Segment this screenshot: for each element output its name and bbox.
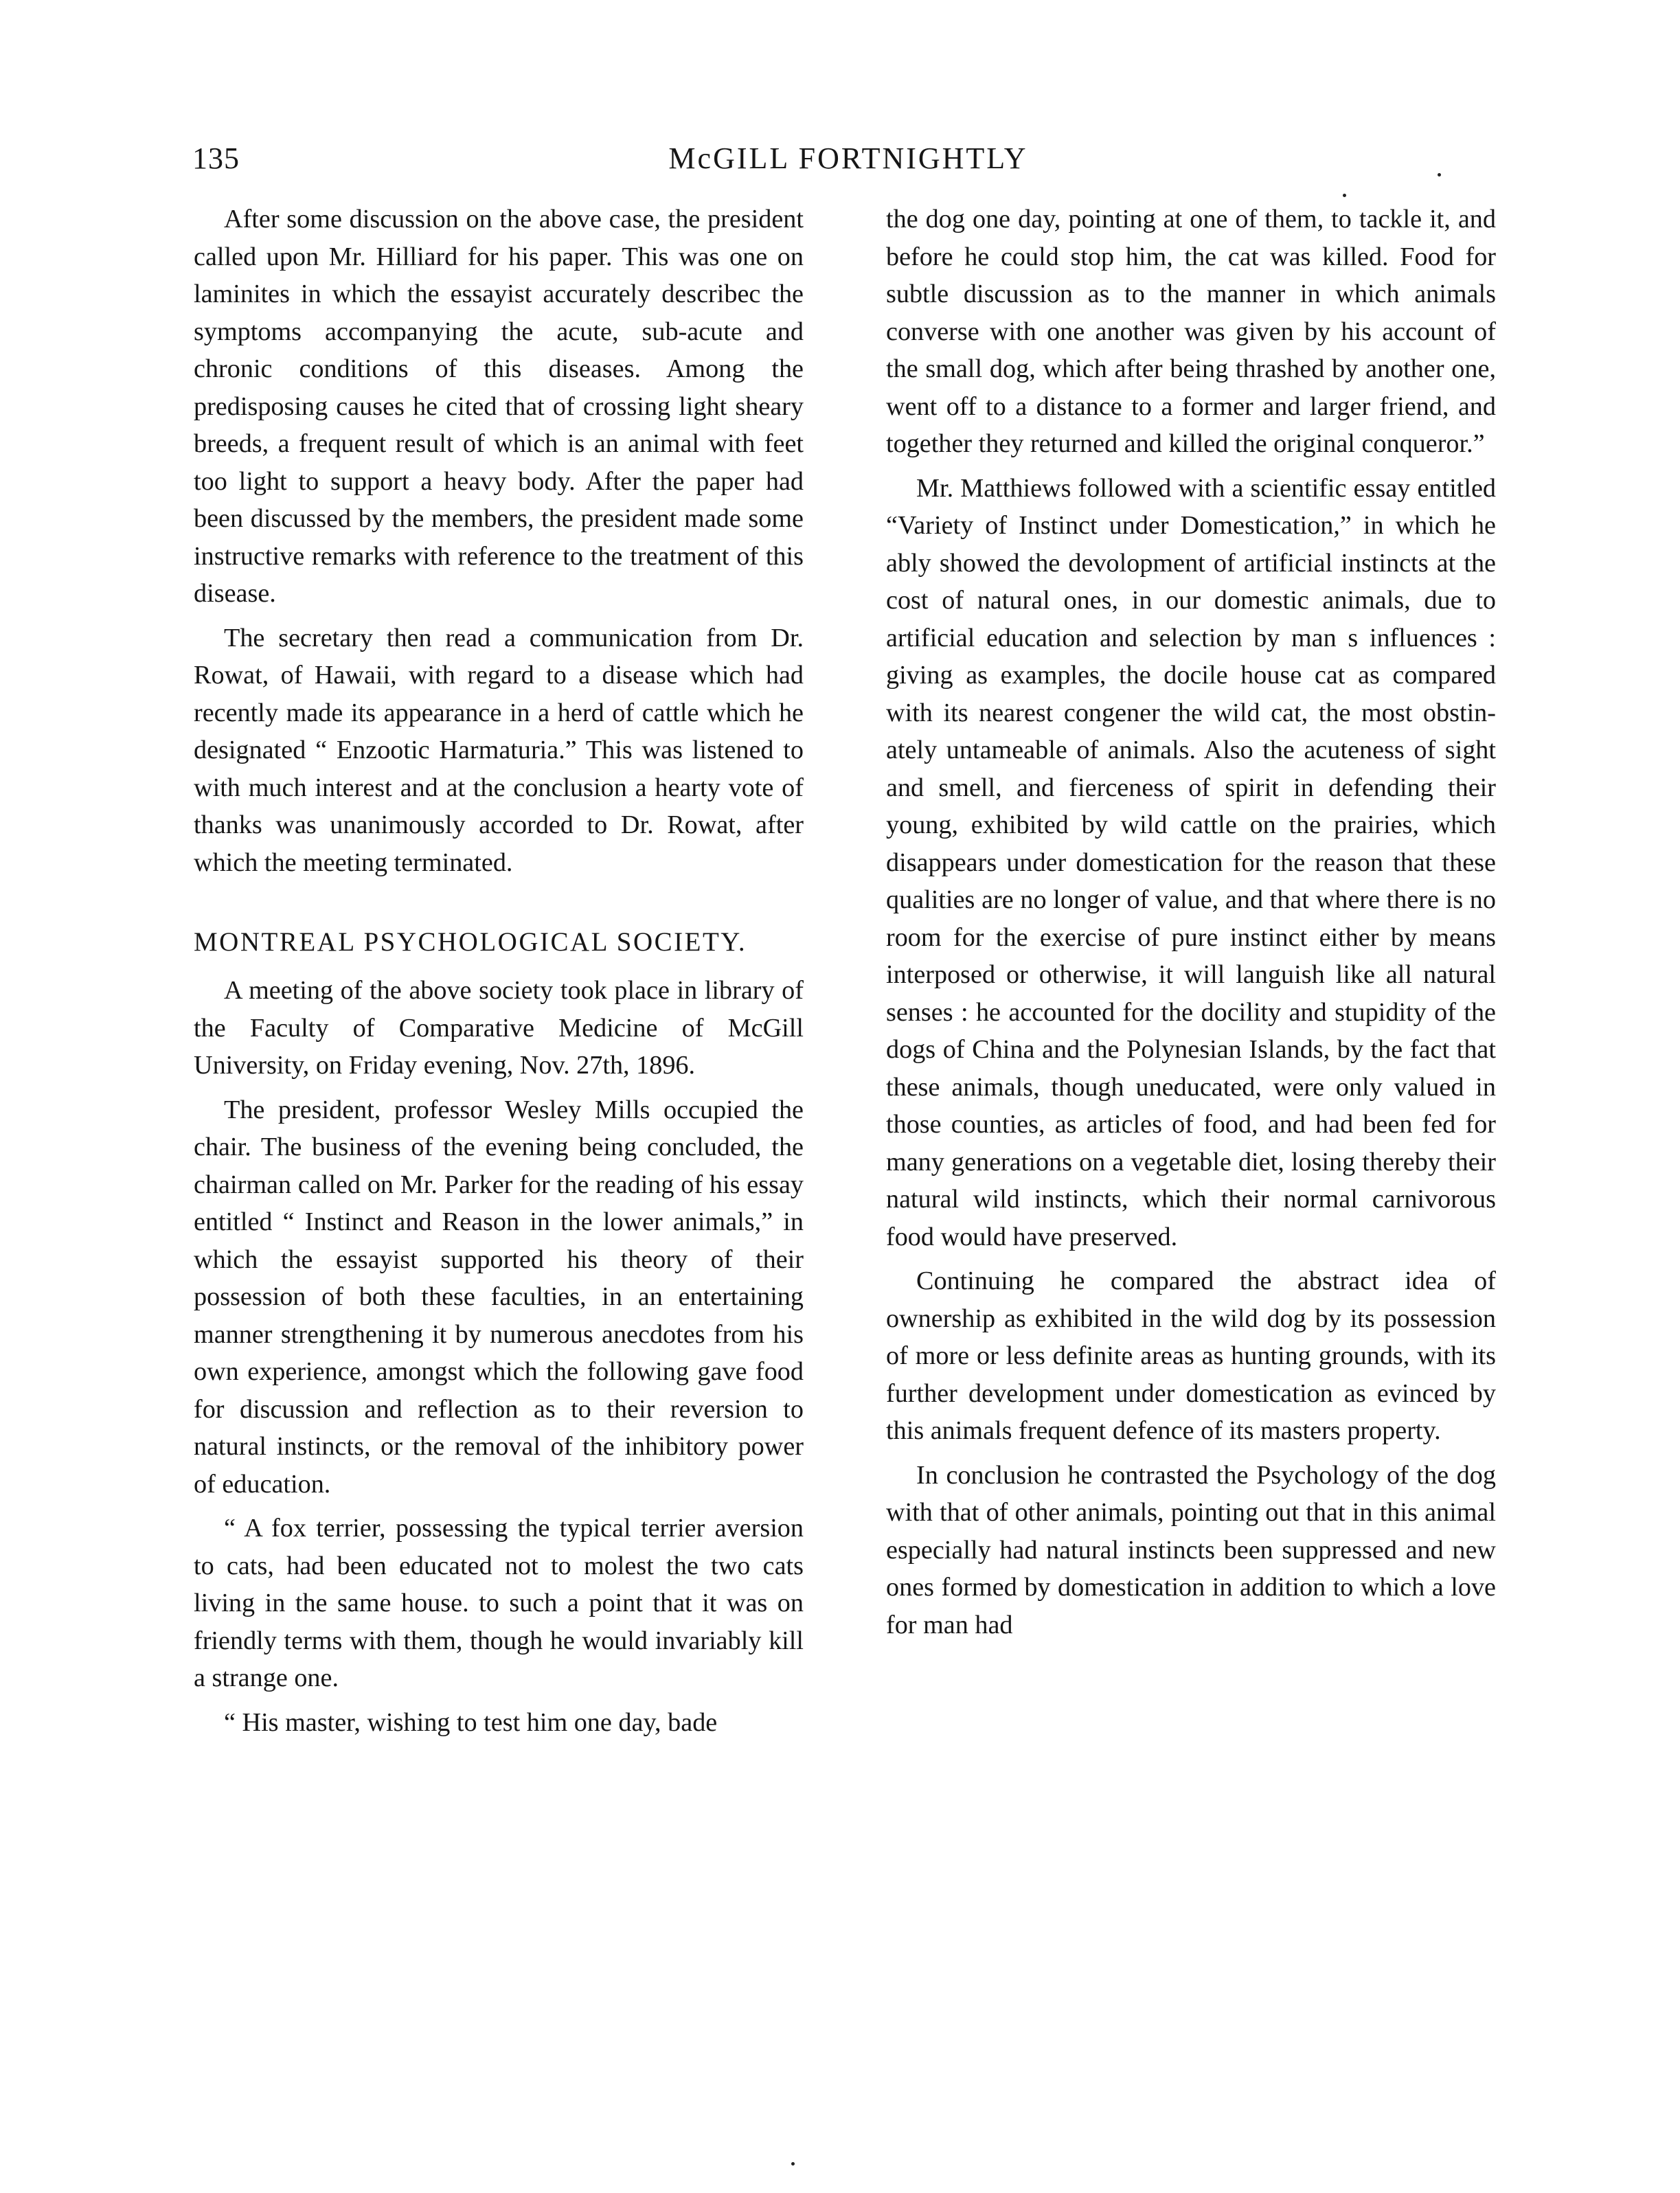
paragraph: “ A fox terrier, possessing the typical terrier aversion to cats, had been educated not to molest the two cats living in the same house. to such a point that it was on friendly terms with them, though he would invariably kill a strange one. bbox=[194, 1514, 804, 1692]
print-speck bbox=[791, 2162, 795, 2166]
paragraph: The president, professor Wesley Mills occupied the chair. The business of the evening being concluded, the chairman called on Mr. Parker for the reading of his essay entitled “ Instinct and Reason in the lower animals,” in which the essayist supported his theory of their possession of both these faculties, in an entertaining manner strengthening it by numerous anecdotes from his own experience, amongst which the following gave food for discussion and reflection as to their reversion to natural instincts, or the removal of the inhibitory power of education. bbox=[194, 1095, 804, 1499]
paragraph: the dog one day, pointing at one of them, to tackle it, and before he could stop him, the cat was killed. Food for subtle discussion as to the manner in which animals converse with one another was given by his account of the small dog, which after being thrashed by another one, went off to a distance to a former and larger friend, and together they returned and killed the original conqueror.” bbox=[886, 205, 1496, 458]
left-column bbox=[194, 201, 804, 1748]
paragraph: “ His master, wishing to test him one day, bade bbox=[224, 1707, 718, 1737]
page-number: 135 bbox=[192, 141, 240, 175]
running-title: McGILL FORTNIGHTLY bbox=[668, 141, 1028, 175]
paragraph: A meeting of the above society took place in library of the Faculty of Comparative Medicine of McGill University, on Friday evening, Nov. 27th, 1896. bbox=[194, 976, 804, 1080]
paragraph: Mr. Matthiews followed with a scientific essay entitled “Variety of Instinct under Domestication,” in which he ably showed the devolopment of artificial instincts at the cost of natural ones, in our domestic animals, due to artificial education and selection by man s influences : giving as examples, the docile house cat as compared with its nearest congener the wild cat, the most obstinately untameable of animals. Also the acuteness of sight and smell, and fierceness of spirit in defending their young, exhibited by wild cattle on the prairies, which disappears under domestication for the reason that these qualities are no longer of value, and that where there is no room for the exercise of pure instinct either by means interposed or otherwise, it will languish like all natural senses : he accounted for the docility and stupidity of the dogs of China and the Polynesian Islands, by the fact that these animals, though uneducated, were only valued in those counties, as articles of food, and had been fed for many generations on a vegetable diet, losing thereby their natural wild instincts, which their normal carnivorous food would have preserved. bbox=[886, 473, 1496, 1251]
page-header bbox=[192, 141, 1504, 189]
paragraph: Continuing he compared the abstract idea of ownership as exhibited in the wild dog by its possession of more or less definite areas as hunting grounds, with its further development under domestication as evinced by this animals frequent defence of its masters property. bbox=[886, 1266, 1496, 1445]
section-heading: MONTREAL PSYCHOLOGICAL SOCIETY. bbox=[194, 927, 747, 957]
print-speck bbox=[1438, 173, 1441, 177]
paragraph: After some discussion on the above case, the president called upon Mr. Hilliard for his paper. This was one on laminites in which the essayist accurately describec the symptoms accompanying the acute, sub-acute and chronic conditions of this diseases. Among the predisposing causes he cited that of crossing light sheary breeds, a frequent result of which is an animal with feet too light to support a heavy body. After the paper had been discussed by the members, the president made some instructive remarks with reference to the treatment of this disease. bbox=[194, 205, 804, 608]
print-speck bbox=[1343, 194, 1346, 197]
right-column bbox=[886, 201, 1496, 1650]
paragraph: The secretary then read a communication from Dr. Rowat, of Hawaii, with regard to a disease which had recently made its appearance in a herd of cattle which he designated “ Enzootic Harmaturia.” This was listened to with much interest and at the conclusion a hearty vote of thanks was unanimously accorded to Dr. Rowat, after which the meeting terminated. bbox=[194, 623, 804, 877]
paragraph: In conclusion he contrasted the Psychology of the dog with that of other animals, pointing out that in this animal especially had natural instincts been suppressed and new ones formed by domestication in addition to which a love for man had bbox=[886, 1460, 1496, 1639]
